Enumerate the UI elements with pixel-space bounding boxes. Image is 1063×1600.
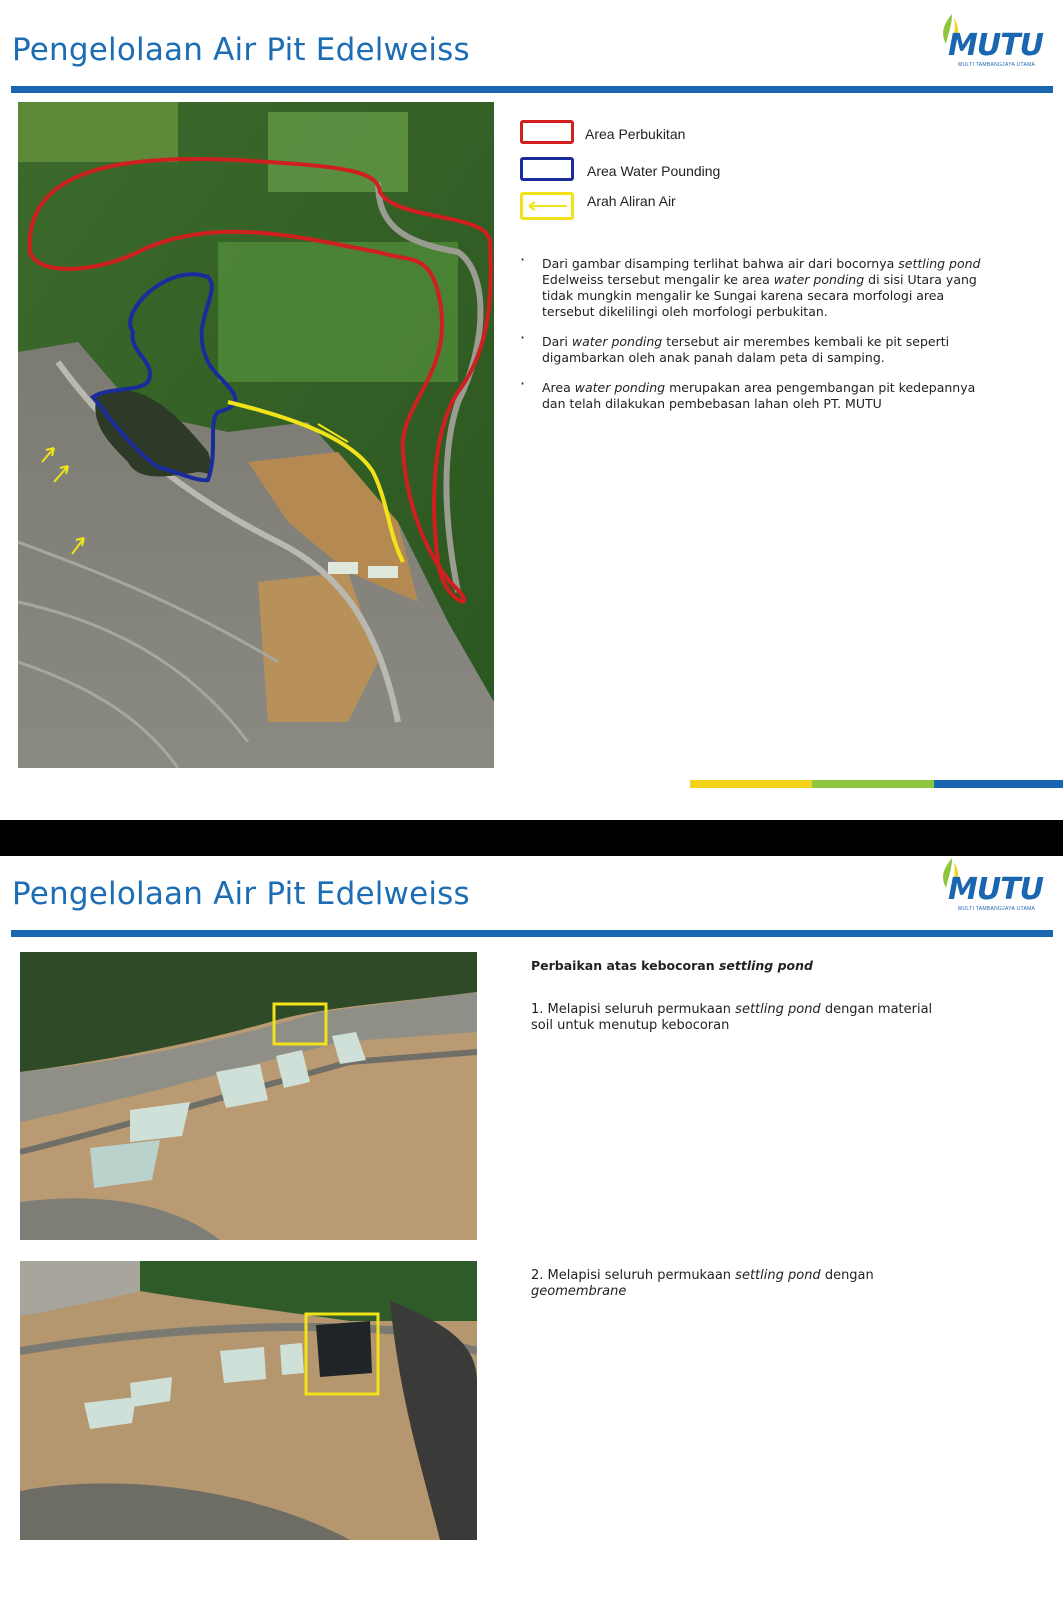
- list-item: · Dari gambar disamping terlihat bahwa air dari bocornya settling pond Edelweiss tersebut mengalir ke area water ponding di sisi Utara yang tidak mungkin mengalir ke Sungai karena secara morfologi area tersebut dikelilingi oleh morfologi perbukitan.: [530, 256, 1000, 320]
- logo-subtitle: MULTI TAMBANGJAYA UTAMA: [958, 906, 1036, 912]
- title-rule: [11, 930, 1053, 937]
- repair-step-2: 2. Melapisi seluruh permukaan settling pond dengan geomembrane: [531, 1268, 874, 1299]
- aerial-map-photo: [18, 102, 494, 768]
- legend-label-aliran-air: Arah Aliran Air: [587, 193, 676, 209]
- aerial-map-illustration: [18, 102, 494, 768]
- repair-step-1: 1. Melapisi seluruh permukaan settling pond dengan material soil untuk menutup kebocoran: [531, 1002, 933, 1033]
- legend-swatch-perbukitan: [520, 120, 574, 144]
- slide-title: Pengelolaan Air Pit Edelweiss: [12, 876, 470, 912]
- logo-subtitle: MULTI TAMBANGJAYA UTAMA: [958, 62, 1036, 68]
- list-item: · Dari water ponding tersebut air merembes kembali ke pit seperti digambarkan oleh anak panah dalam peta di samping.: [530, 334, 1000, 366]
- title-rule: [11, 86, 1053, 93]
- slide-2: [0, 856, 1063, 1600]
- logo-wordmark: MUTU: [948, 28, 1044, 63]
- repair-heading: Perbaikan atas kebocoran settling pond: [531, 958, 813, 973]
- list-item: · Area water ponding merupakan area pengembangan pit kedepannya dan telah dilakukan pembebasan lahan oleh PT. MUTU: [530, 380, 1000, 412]
- settling-pond-illustration-1: [20, 952, 477, 1240]
- arrow-left-icon: [523, 195, 571, 217]
- legend-label-perbukitan: Area Perbukitan: [585, 126, 686, 142]
- settling-pond-illustration-2: [20, 1261, 477, 1540]
- explanation-list: [530, 256, 1000, 426]
- accent-bar-green: [812, 780, 934, 788]
- legend-label-water-pounding: Area Water Pounding: [587, 163, 721, 179]
- legend-swatch-aliran-air: [520, 192, 574, 220]
- accent-bar-yellow: [690, 780, 812, 788]
- mutu-logo: [936, 14, 1054, 72]
- accent-bar-blue: [934, 780, 1063, 788]
- logo-wordmark: MUTU: [948, 872, 1044, 907]
- slide-title: Pengelolaan Air Pit Edelweiss: [12, 32, 470, 68]
- legend-swatch-water-pounding: [520, 157, 574, 181]
- settling-pond-photo-soil: [20, 952, 477, 1240]
- settling-pond-photo-geomembrane: [20, 1261, 477, 1540]
- mutu-logo: [936, 858, 1054, 916]
